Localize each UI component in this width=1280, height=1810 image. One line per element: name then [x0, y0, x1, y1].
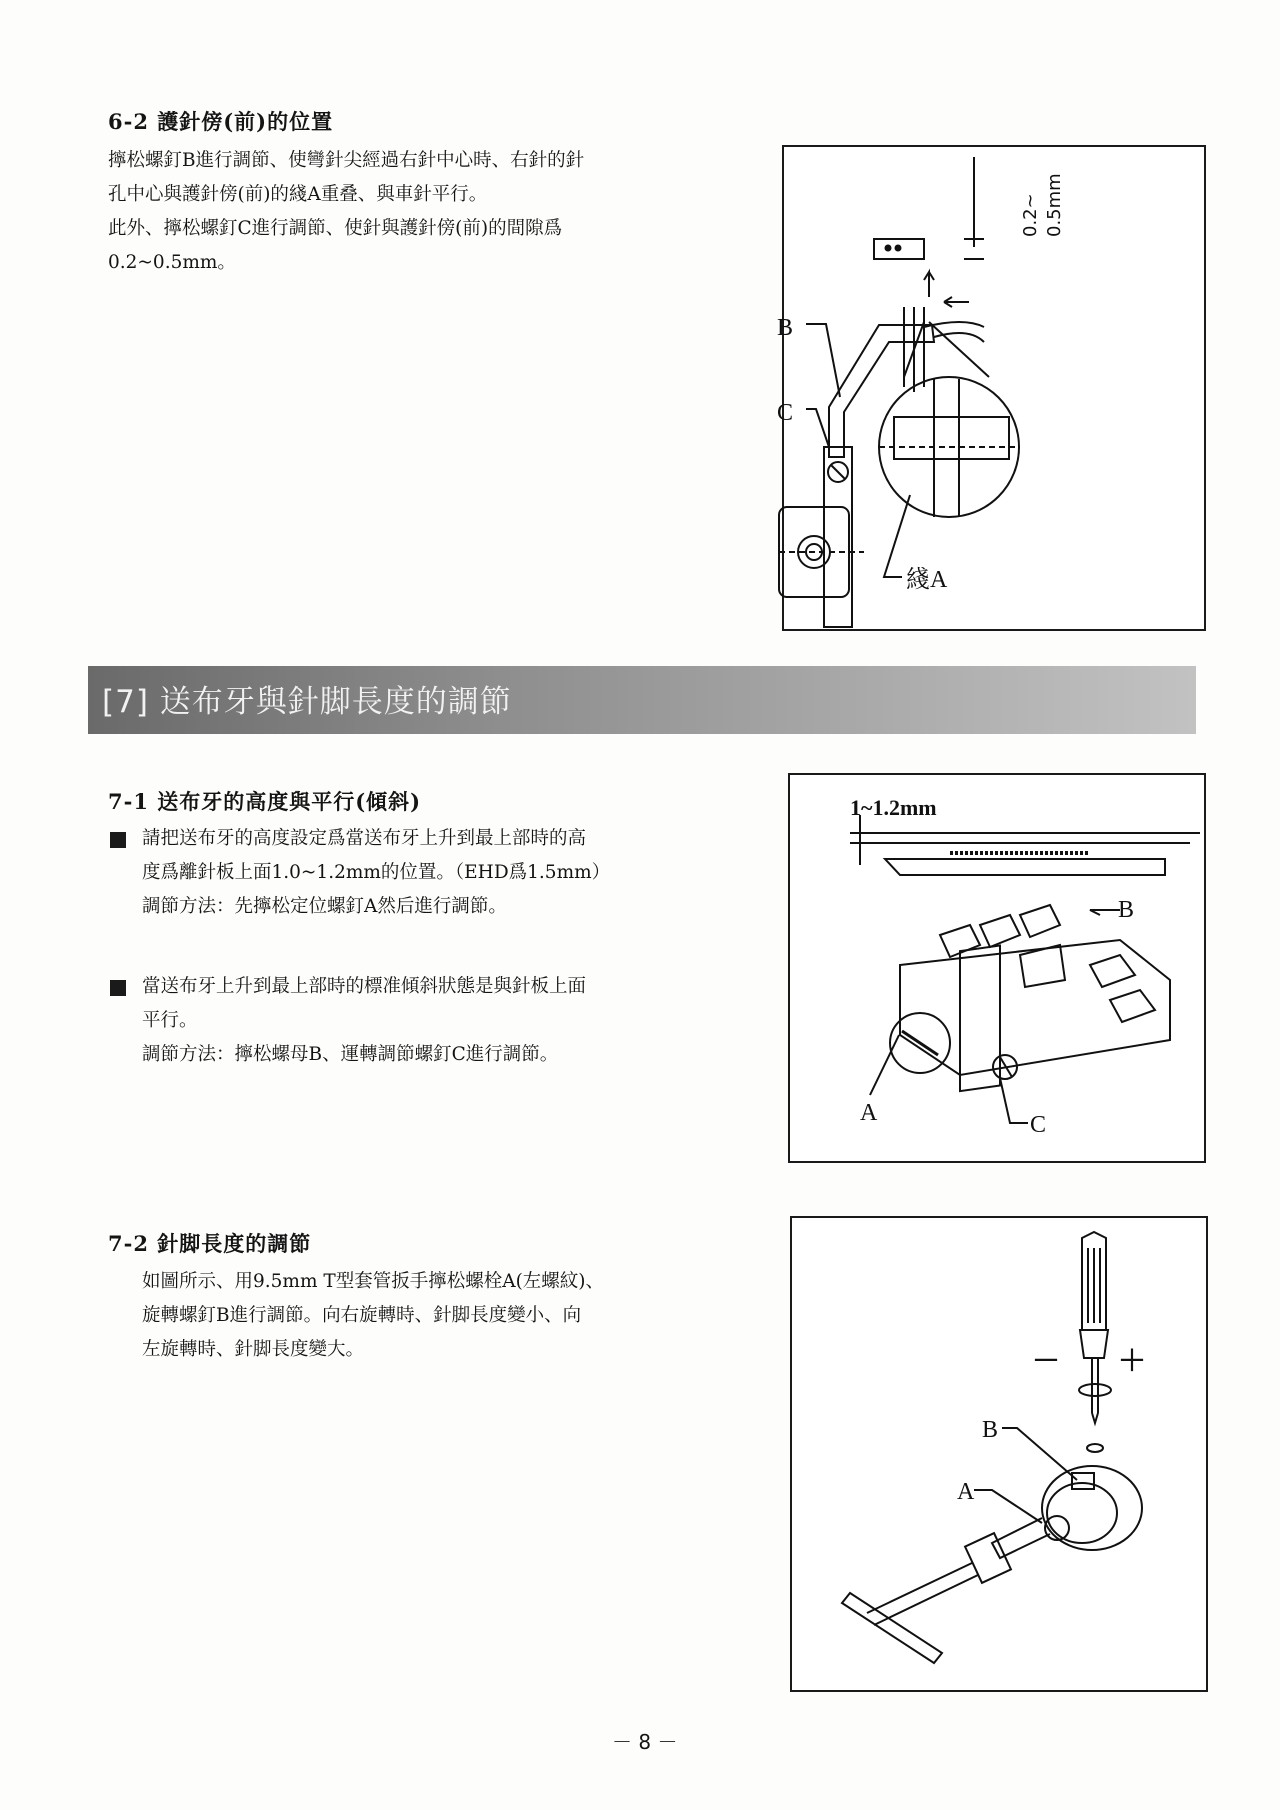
bullet-square — [110, 980, 126, 996]
figure-label-a: A — [860, 1100, 878, 1126]
section-body-7-2 — [142, 1265, 722, 1367]
body-line: 左旋轉時、針脚長度變大。 — [142, 1339, 365, 1360]
figure-label-b: B — [982, 1417, 999, 1443]
minus-sign: － — [1032, 1346, 1061, 1377]
stitch-length-diagram — [792, 1218, 1206, 1690]
figure-stitch-length — [790, 1216, 1208, 1692]
gap-label-2: 0.5mm — [1044, 173, 1065, 237]
bullet-text-1 — [142, 822, 702, 924]
plus-sign: ＋ — [1118, 1346, 1147, 1377]
section-heading-7-1: 7-1 送布牙的高度與平行(傾斜) — [108, 789, 422, 814]
bullet-text-2 — [142, 970, 702, 1072]
body-line: 孔中心與護針傍(前)的綫A重叠、與車針平行。 — [108, 184, 488, 205]
figure-needle-guard — [777, 145, 1206, 631]
body-line: 請把送布牙的高度設定爲當送布牙上升到最上部時的高 — [142, 828, 587, 849]
dim-label: 1~1.2mm — [850, 795, 937, 820]
figure-label-a: A — [957, 1479, 975, 1505]
body-line: 擰松螺釘B進行調節、使彎針尖經過右針中心時、右針的針 — [108, 150, 585, 171]
needle-guard-diagram — [777, 147, 1204, 629]
section-body-6-2 — [108, 144, 708, 280]
body-line: 如圖所示、用9.5mm T型套管扳手擰松螺栓A(左螺紋)、 — [142, 1271, 605, 1292]
figure-feed-dog — [788, 773, 1206, 1163]
body-line: 當送布牙上升到最上部時的標准傾斜狀態是與針板上面 — [142, 976, 587, 997]
bullet-square — [110, 832, 126, 848]
section-title: [7] 送布牙與針脚長度的調節 — [102, 684, 512, 720]
body-line: 平行。 — [142, 1010, 198, 1031]
figure-label-c: C — [777, 400, 794, 426]
figure-label-b: B — [777, 315, 794, 341]
body-line: 旋轉螺釘B進行調節。向右旋轉時、針脚長度變小、向 — [142, 1305, 582, 1326]
body-line: 此外、擰松螺釘C進行調節、使針與護針傍(前)的間隙爲 — [108, 218, 563, 239]
body-line: 調節方法：先擰松定位螺釘A然后進行調節。 — [142, 896, 507, 917]
body-line: 度爲離針板上面1.0~1.2mm的位置。（EHD爲1.5mm） — [142, 862, 611, 883]
figure-label-c: C — [1030, 1112, 1047, 1138]
gap-label-1: 0.2~ — [1020, 193, 1041, 237]
page-number: － 8 － — [612, 1730, 678, 1754]
figure-label-b: B — [1118, 897, 1135, 923]
figure-label-line-a: 綫A — [906, 567, 948, 593]
section-heading-7-2: 7-2 針脚長度的調節 — [108, 1231, 312, 1256]
section-heading-6-2: 6-2 護針傍(前)的位置 — [108, 109, 334, 134]
body-line: 調節方法：擰松螺母B、運轉調節螺釘C進行調節。 — [142, 1044, 559, 1065]
feed-dog-diagram — [790, 775, 1204, 1161]
section-banner — [88, 666, 1196, 734]
body-line: 0.2~0.5mm。 — [108, 252, 236, 273]
